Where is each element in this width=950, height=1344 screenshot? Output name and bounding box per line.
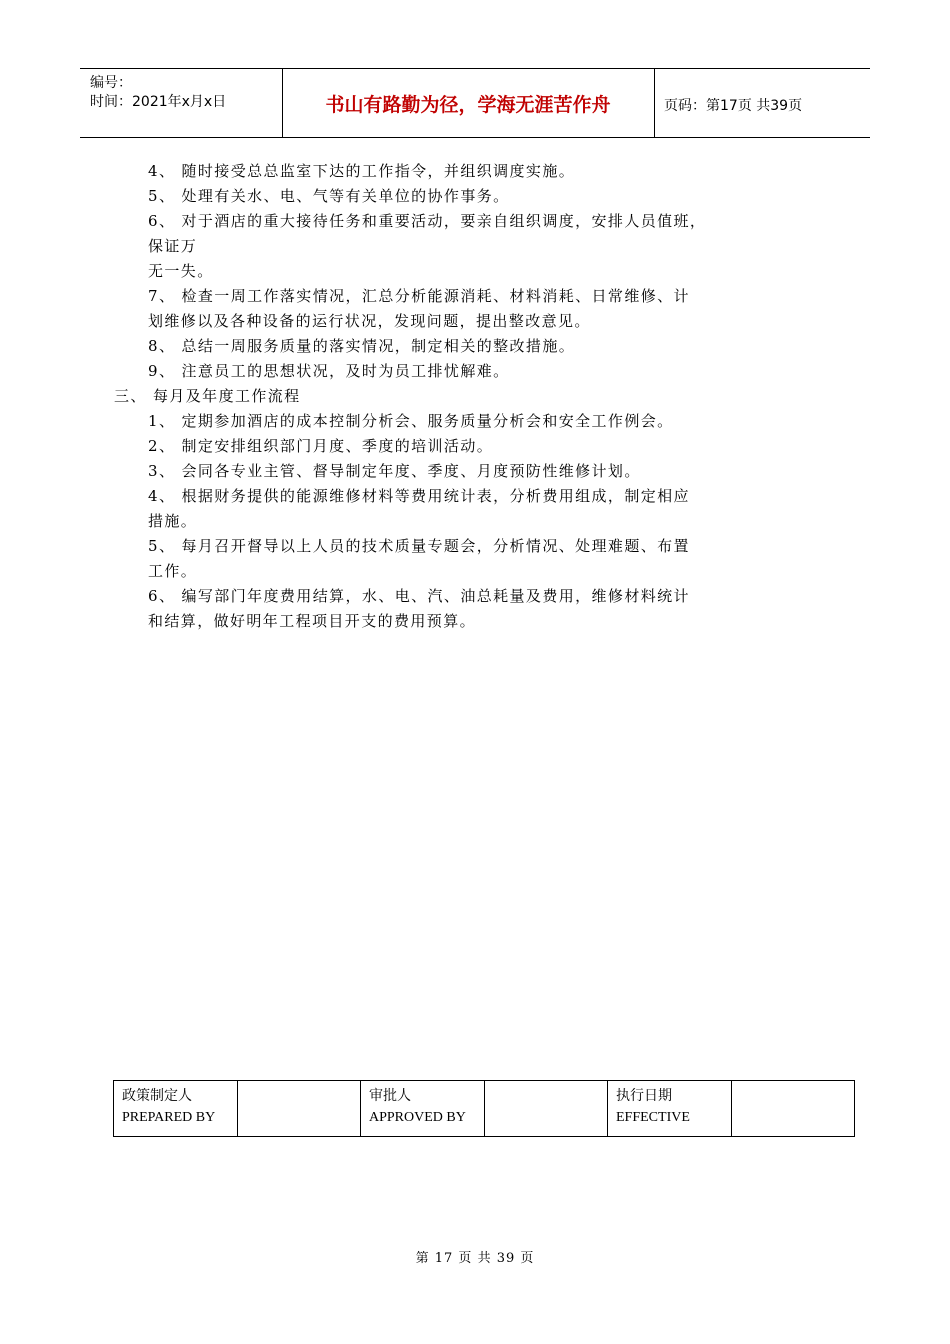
body-line: 措施。: [148, 512, 198, 530]
approved-by-value-cell[interactable]: [484, 1081, 608, 1137]
body-line: 8、 总结一周服务质量的落实情况，制定相关的整改措施。: [148, 337, 576, 355]
body-line: 4、 根据财务提供的能源维修材料等费用统计表，分析费用组成，制定相应: [148, 487, 690, 505]
body-line: 7、 检查一周工作落实情况，汇总分析能源消耗、材料消耗、日常维修、计: [148, 287, 690, 305]
approved-by-en: APPROVED BY: [369, 1110, 466, 1125]
effective-en: EFFECTIVE: [616, 1110, 690, 1125]
body-line: 3、 会同各专业主管、督导制定年度、季度、月度预防性维修计划。: [148, 462, 641, 480]
body-line: 5、 处理有关水、电、气等有关单位的协作事务。: [148, 187, 510, 205]
signature-table: [113, 1080, 855, 1137]
page-footer: 第 17 页 共 39 页: [415, 1251, 535, 1266]
body-line: 工作。: [148, 562, 198, 580]
prepared-by-value-cell[interactable]: [237, 1081, 361, 1137]
effective-value-cell[interactable]: [731, 1081, 855, 1137]
effective-cn: 执行日期: [616, 1088, 672, 1104]
approved-by-label-cell: [361, 1081, 485, 1137]
prepared-by-en: PREPARED BY: [122, 1110, 216, 1125]
body-line: 1、 定期参加酒店的成本控制分析会、服务质量分析会和安全工作例会。: [148, 412, 674, 430]
effective-label-cell: [608, 1081, 732, 1137]
prepared-by-cn: 政策制定人: [122, 1088, 192, 1104]
body-line: 和结算，做好明年工程项目开支的费用预算。: [148, 612, 477, 630]
body-line: 5、 每月召开督导以上人员的技术质量专题会，分析情况、处理难题、布置: [148, 537, 690, 555]
document-number-label: 编号：: [90, 75, 132, 91]
header-motto: 书山有路勤为径，学海无涯苦作舟: [282, 69, 655, 137]
body-line: 6、 对于酒店的重大接待任务和重要活动，要亲自组织调度，安排人员值班，: [148, 212, 707, 230]
prepared-by-label-cell: [114, 1081, 238, 1137]
body-line: 2、 制定安排组织部门月度、季度的培训活动。: [148, 437, 494, 455]
document-date: 时间：2021年x月x日: [90, 94, 227, 110]
section-heading: 三、 每月及年度工作流程: [114, 387, 301, 405]
body-line: 4、 随时接受总总监室下达的工作指令，并组织调度实施。: [148, 162, 576, 180]
body-line: 无一失。: [148, 262, 214, 280]
page-header: [80, 68, 870, 138]
approved-by-cn: 审批人: [369, 1088, 411, 1104]
header-meta-cell: [80, 69, 283, 137]
body-line: 划维修以及各种设备的运行状况，发现问题，提出整改意见。: [148, 312, 591, 330]
body-line: 9、 注意员工的思想状况，及时为员工排忧解难。: [148, 362, 510, 380]
body-line: 6、 编写部门年度费用结算，水、电、汽、油总耗量及费用，维修材料统计: [148, 587, 690, 605]
body-line: 保证万: [148, 237, 198, 255]
header-page-info: 页码：第17页 共39页: [664, 98, 803, 114]
